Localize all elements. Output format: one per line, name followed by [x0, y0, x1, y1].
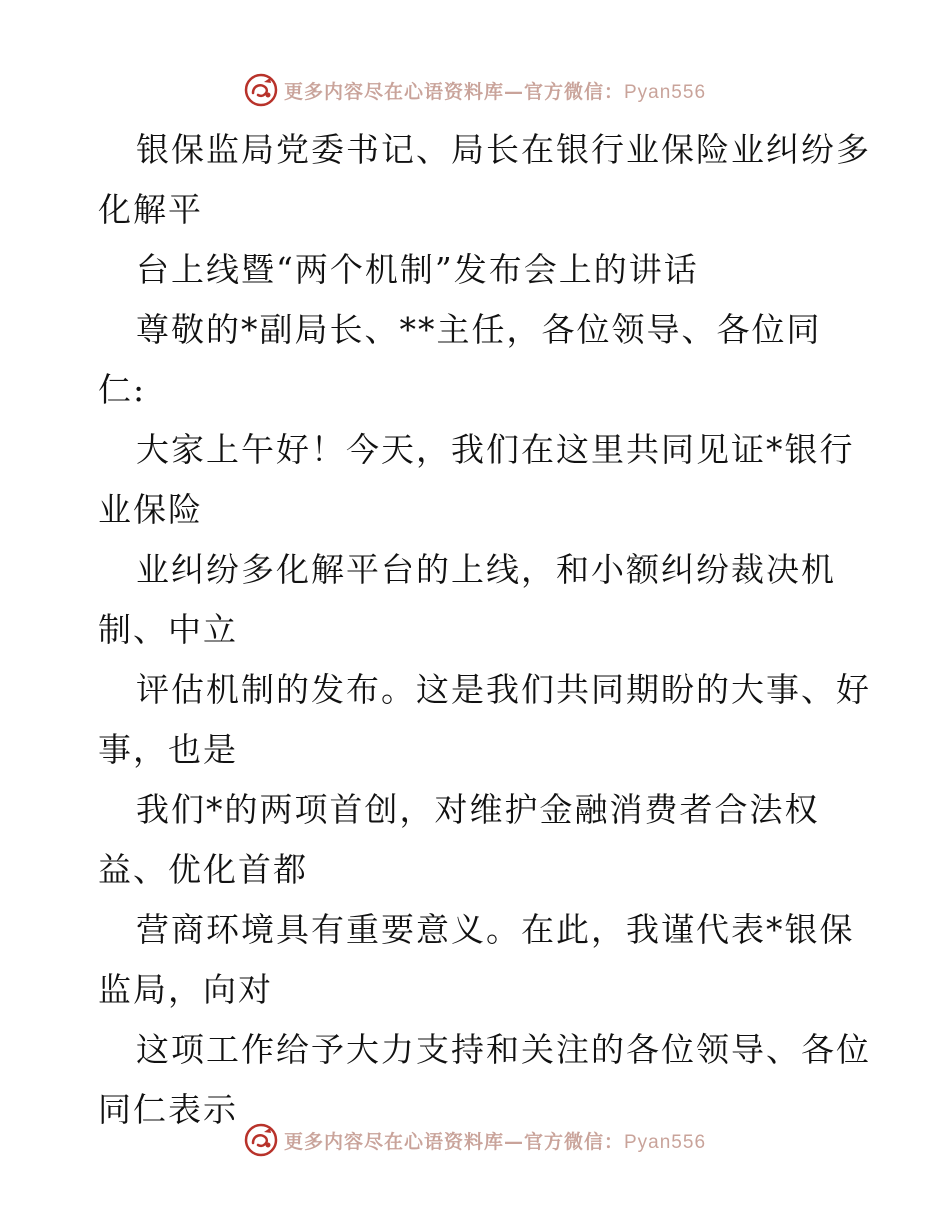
document-body — [98, 120, 871, 1140]
text-line: 台上线暨“两个机制”发布会上的讲话 — [136, 250, 699, 289]
footer-site-name: 更多内容尽在心语资料库 — [283, 1130, 504, 1153]
header-wechat-id: Pyan556 — [624, 81, 707, 103]
header-banner — [0, 70, 950, 110]
text-line: 制、中立 — [98, 610, 238, 649]
text-line: 监局，向对 — [98, 970, 273, 1009]
header-official-label: 官方微信： — [523, 80, 624, 103]
header-site-name: 更多内容尽在心语资料库 — [283, 80, 504, 103]
footer-text — [284, 1127, 706, 1154]
header-text — [284, 77, 706, 104]
text-line: 仁: — [98, 370, 147, 409]
text-line: 营商环境具有重要意义。在此，我谨代表*银保 — [136, 910, 855, 949]
text-line: 尊敬的*副局长、**主任，各位领导、各位同 — [136, 310, 822, 349]
text-line: 银保监局党委书记、局长在银行业保险业纠纷多 — [136, 130, 871, 169]
text-line: 这项工作给予大力支持和关注的各位领导、各位 — [136, 1030, 871, 1069]
footer-separator: — — [503, 1130, 524, 1153]
heart-swirl-logo-icon — [244, 1123, 278, 1157]
header-separator: — — [503, 80, 524, 103]
text-line: 评估机制的发布。这是我们共同期盼的大事、好 — [136, 670, 871, 709]
text-line: 事，也是 — [98, 730, 238, 769]
heart-swirl-logo-icon — [244, 73, 278, 107]
footer-wechat-id: Pyan556 — [624, 1131, 707, 1153]
text-line: 我们*的两项首创，对维护金融消费者合法权 — [136, 790, 820, 829]
text-line: 同仁表示 — [98, 1090, 238, 1129]
text-line: 业保险 — [98, 490, 203, 529]
text-line: 业纠纷多化解平台的上线，和小额纠纷裁决机 — [136, 550, 836, 589]
text-line: 大家上午好！今天，我们在这里共同见证*银行 — [136, 430, 855, 469]
text-line: 化解平 — [98, 190, 203, 229]
text-line: 益、优化首都 — [98, 850, 308, 889]
footer-banner — [0, 1120, 950, 1160]
footer-official-label: 官方微信： — [523, 1130, 624, 1153]
